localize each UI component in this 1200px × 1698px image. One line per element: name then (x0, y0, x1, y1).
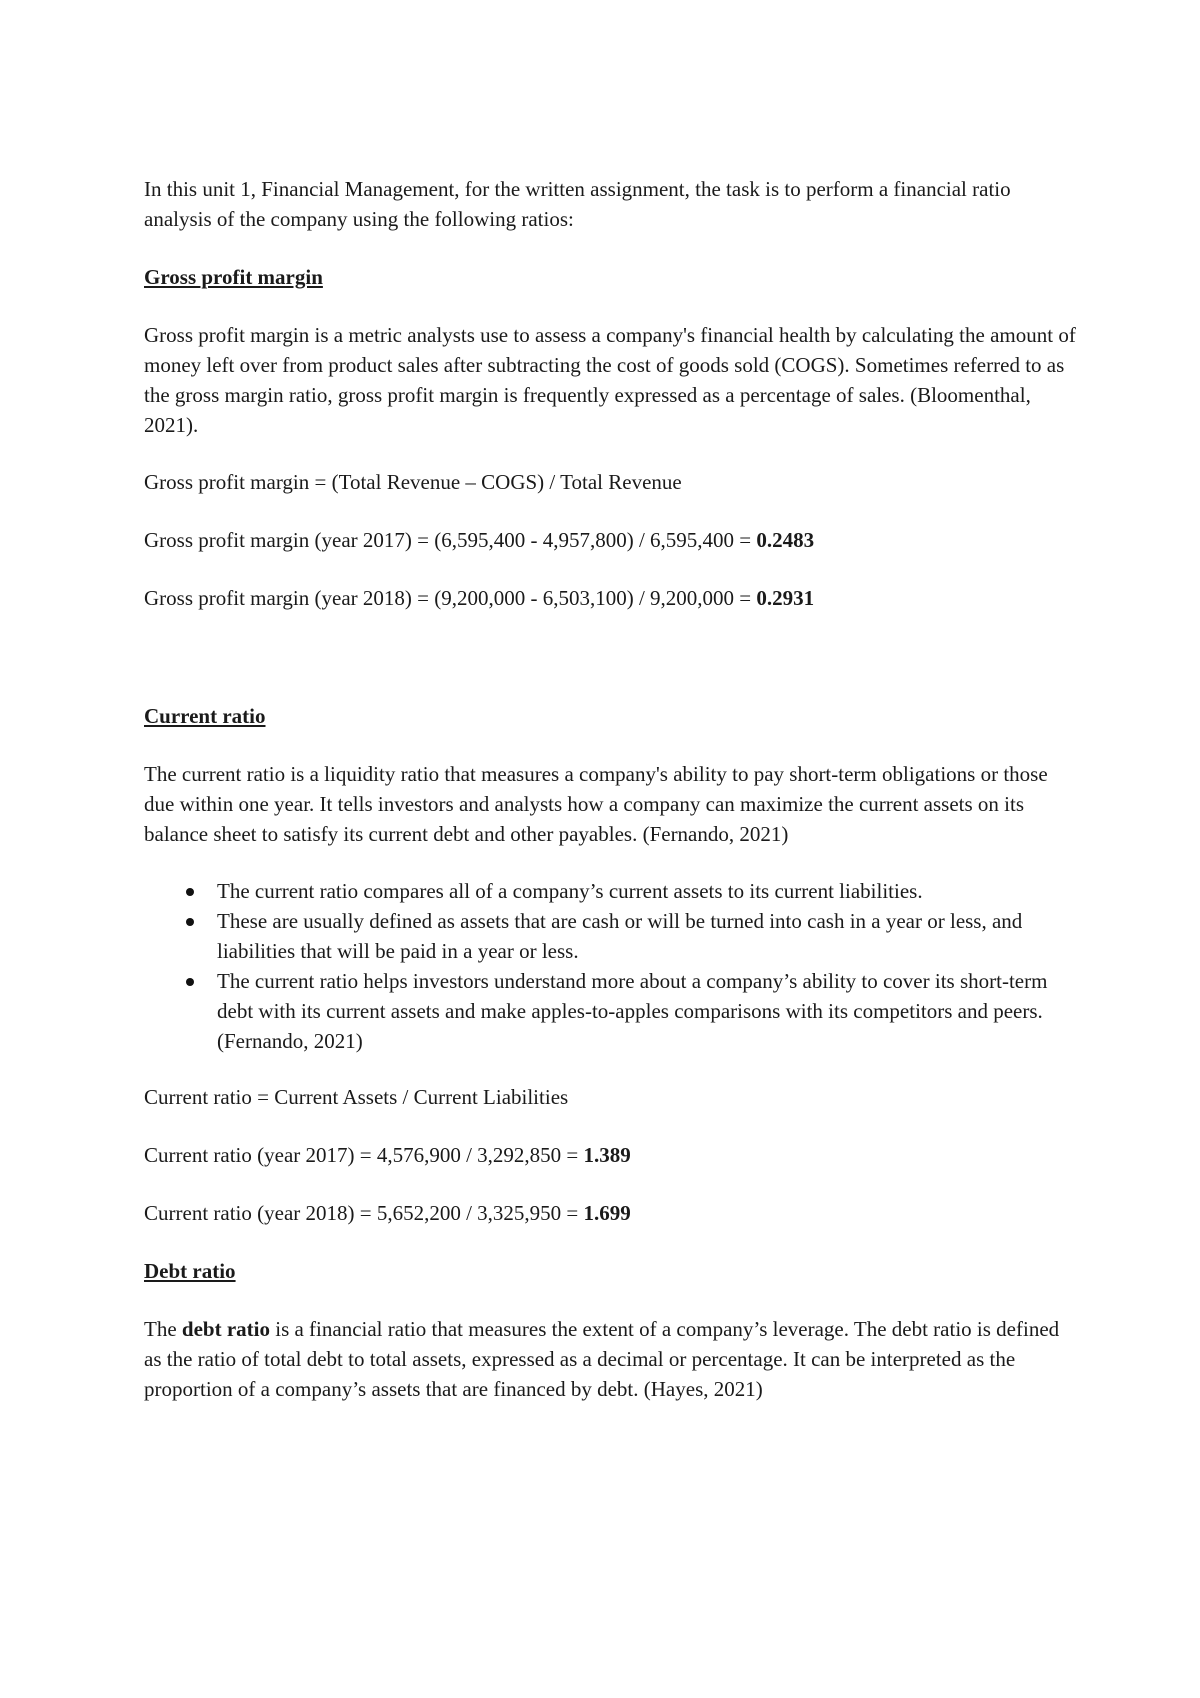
gross-profit-margin-formula: Gross profit margin = (Total Revenue – COGS) / Total Revenue (144, 470, 682, 494)
gross-profit-margin-definition: Gross profit margin is a metric analysts use to assess a company's financial health by calculating the amount of money left over from product sales after subtracting the cost of goods sold (COGS). Sometimes referred to as the gross margin ratio, gross profit margin is frequently expressed as a percentage of sales. (Bloomenthal, 2021). (144, 323, 1076, 437)
debt-ratio-definition (144, 1314, 1079, 1404)
debt-ratio-heading: Debt ratio (144, 1259, 236, 1283)
definition-prefix: The (144, 1317, 182, 1341)
calc-result: 1.699 (583, 1201, 631, 1225)
current-ratio-bullet-list (144, 876, 1079, 1056)
list-item (144, 876, 1079, 906)
bullet-icon (186, 888, 194, 896)
definition-rest: is a financial ratio that measures the extent of a company’s leverage. The debt ratio is defined as the ratio of total debt to total assets, expressed as a decimal or percentage. It can be interpreted as the proportion of a company’s assets that are financed by debt. (Hayes, 2021) (144, 1317, 1060, 1401)
bullet-icon (186, 918, 194, 926)
current-ratio-calc-2017 (144, 1140, 1079, 1170)
list-item-text: These are usually defined as assets that are cash or will be turned into cash in a year or less, and liabilities that will be paid in a year or less. (217, 909, 1023, 963)
calc-result: 0.2483 (756, 528, 815, 552)
bullet-icon (186, 978, 194, 986)
definition-term: debt ratio (181, 1317, 270, 1341)
list-item-text: The current ratio helps investors understand more about a company’s ability to cover its short-term debt with its current assets and make apples-to-apples comparisons with its competitors and peers. (Fernando, 2021) (217, 969, 1048, 1053)
current-ratio-definition: The current ratio is a liquidity ratio that measures a company's ability to pay short-term obligations or those due within one year. It tells investors and analysts how a company can maximize the current assets on its balance sheet to satisfy its current debt and other payables. (Fernando, 2021) (144, 762, 1048, 846)
document-page (144, 174, 1079, 1404)
current-ratio-calc-2018 (144, 1198, 1079, 1228)
list-item (144, 906, 1079, 966)
calc-result: 0.2931 (756, 586, 815, 610)
current-ratio-formula: Current ratio = Current Assets / Current Liabilities (144, 1085, 569, 1109)
calc-text: Gross profit margin (year 2018) = (9,200,000 - 6,503,100) / 9,200,000 = (144, 586, 757, 610)
list-item (144, 966, 1079, 1056)
intro-paragraph: In this unit 1, Financial Management, for the written assignment, the task is to perform a financial ratio analysis of the company using the following ratios: (144, 177, 1011, 231)
calc-text: Current ratio (year 2018) = 5,652,200 / 3,325,950 = (144, 1201, 584, 1225)
calc-result: 1.389 (583, 1143, 631, 1167)
gross-profit-margin-heading: Gross profit margin (144, 265, 323, 289)
calc-text: Current ratio (year 2017) = 4,576,900 / 3,292,850 = (144, 1143, 584, 1167)
gross-profit-margin-calc-2018 (144, 583, 1079, 613)
current-ratio-heading: Current ratio (144, 704, 266, 728)
calc-text: Gross profit margin (year 2017) = (6,595,400 - 4,957,800) / 6,595,400 = (144, 528, 757, 552)
gross-profit-margin-calc-2017 (144, 525, 1079, 555)
list-item-text: The current ratio compares all of a company’s current assets to its current liabilities. (217, 879, 923, 903)
